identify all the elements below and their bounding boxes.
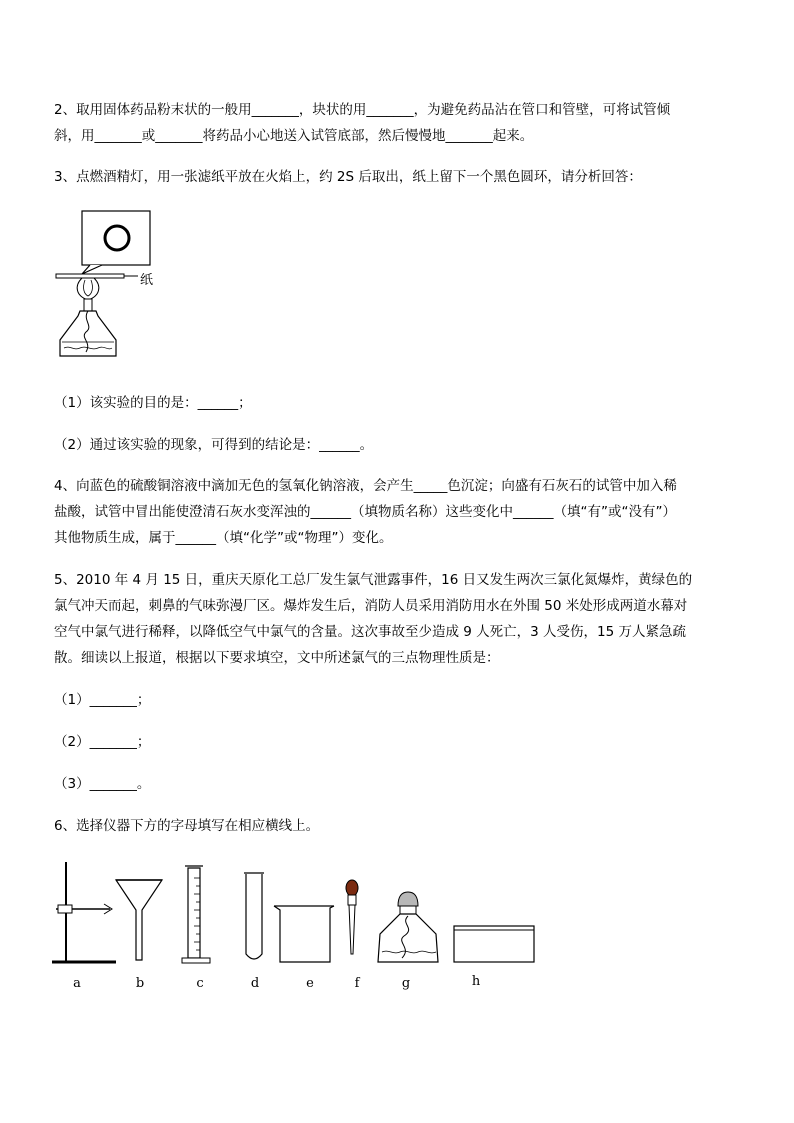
q5-sub-2: （2）_______； [54, 734, 151, 750]
funnel-icon [116, 880, 162, 960]
q4-line-2: 盐酸，试管中冒出能使澄清石灰水变浑浊的______（填物质名称）这些变化中______（填“有”或“没有”） [54, 504, 676, 520]
trough-icon [454, 926, 534, 962]
paper-label: 纸 [140, 273, 154, 288]
graduated-cylinder-icon [182, 866, 210, 963]
q2-line-2: 斜，用_______或_______将药品小心地送入试管底部，然后慢慢地_______起来。 [54, 128, 534, 144]
q4-line-3: 其他物质生成，属于______（填“化学”或“物理”）变化。 [54, 530, 393, 546]
label-d: d [250, 976, 260, 991]
dropper-icon [346, 880, 358, 954]
q3-sub-2: （2）通过该实验的现象，可得到的结论是：______。 [54, 437, 374, 453]
q3-intro: 3、点燃酒精灯，用一张滤纸平放在火焰上，约 2S 后取出，纸上留下一个黑色圆环，请分析回答： [54, 169, 642, 185]
q5-line-2: 氯气冲天而起，刺鼻的气味弥漫厂区。爆炸发生后，消防人员采用消防用水在外围 50 米处形成两道水幕对 [54, 598, 688, 614]
q6-intro: 6、选择仪器下方的字母填写在相应横线上。 [54, 818, 320, 834]
label-f: f [354, 976, 360, 991]
q5-line-4: 散。细读以上报道，根据以下要求填空，文中所述氯气的三点物理性质是： [54, 650, 500, 666]
label-a: a [73, 976, 81, 991]
alcohol-lamp-icon [378, 892, 438, 962]
instruments-figure [48, 858, 538, 968]
label-g: g [401, 976, 411, 991]
q5-line-3: 空气中氯气进行稀释，以降低空气中氯气的含量。这次事故至少造成 9 人死亡，3 人受伤，15 万人紧急疏 [54, 624, 687, 640]
q5-sub-3: （3）_______。 [54, 776, 151, 792]
label-h: h [471, 974, 481, 989]
question-4 [54, 473, 754, 551]
beaker-icon [274, 906, 334, 962]
q3-sub-1: （1）该实验的目的是：______； [54, 395, 252, 411]
q4-line-1: 4、向蓝色的硫酸铜溶液中滴加无色的氢氧化钠溶液，会产生_____色沉淀；向盛有石灰石的试管中加入稀 [54, 478, 677, 494]
q5-sub-1: （1）_______； [54, 692, 151, 708]
label-c: c [196, 976, 204, 991]
question-2 [54, 97, 754, 149]
q5-line-1: 5、2010 年 4 月 15 日，重庆天原化工总厂发生氯气泄露事件，16 日又发生两次三氯化氮爆炸，黄绿色的 [54, 572, 693, 588]
test-tube-icon [244, 873, 264, 959]
q2-line-1: 2、取用固体药品粉末状的一般用_______，块状的用_______，为避免药品沾在管口和管壁，可将试管倾 [54, 102, 671, 118]
iron-stand-icon [52, 862, 116, 962]
label-e: e [306, 976, 314, 991]
label-b: b [135, 976, 145, 991]
question-5 [54, 567, 754, 671]
